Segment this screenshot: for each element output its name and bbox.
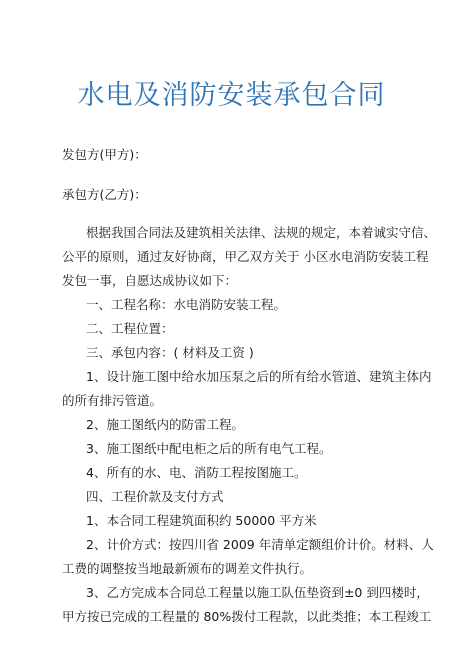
body-line: 2、计价方式：按四川省 2009 年清单定额组价计价。材料、人 bbox=[86, 537, 434, 552]
body-line: 1、设计施工图中给水加压泵之后的所有给水管道、建筑主体内 bbox=[86, 369, 432, 384]
party-b-label: 承包方(乙方)： bbox=[62, 187, 147, 202]
clause-4: 四、工程价款及支付方式 bbox=[86, 489, 224, 504]
body-line: 根据我国合同法及建筑相关法律、法规的规定，本着诚实守信、 bbox=[86, 225, 437, 240]
party-a-label: 发包方(甲方)： bbox=[62, 147, 147, 162]
clause-2: 二、工程位置： bbox=[86, 321, 174, 336]
body-line: 工费的调整按当地最新颁布的调差文件执行。 bbox=[62, 561, 313, 576]
clause-1: 一、工程名称：水电消防安装工程。 bbox=[86, 297, 287, 312]
body-line: 3、乙方完成本合同总工程量以施工队伍垫资到±0 到四楼时， bbox=[86, 585, 429, 600]
body-line: 2、施工图纸内的防雷工程。 bbox=[86, 417, 244, 432]
body-line: 发包一事，自愿达成协议如下： bbox=[62, 273, 238, 288]
body-line: 4、所有的水、电、消防工程按图施工。 bbox=[86, 465, 307, 480]
document-title: 水电及消防安装承包合同 bbox=[77, 80, 386, 111]
body-line: 甲方按已完成的工程量的 80%拨付工程款，以此类推；本工程竣工 bbox=[62, 609, 432, 624]
clause-3: 三、承包内容：( 材料及工资 ) bbox=[86, 345, 254, 360]
body-line: 1、本合同工程建筑面积约 50000 平方米 bbox=[86, 513, 317, 528]
body-line: 的所有排污管道。 bbox=[62, 393, 163, 408]
body-line: 3、施工图纸中配电柜之后的所有电气工程。 bbox=[86, 441, 332, 456]
body-line: 公平的原则，通过友好协商，甲乙双方关于 小区水电消防安装工程 bbox=[62, 249, 429, 264]
